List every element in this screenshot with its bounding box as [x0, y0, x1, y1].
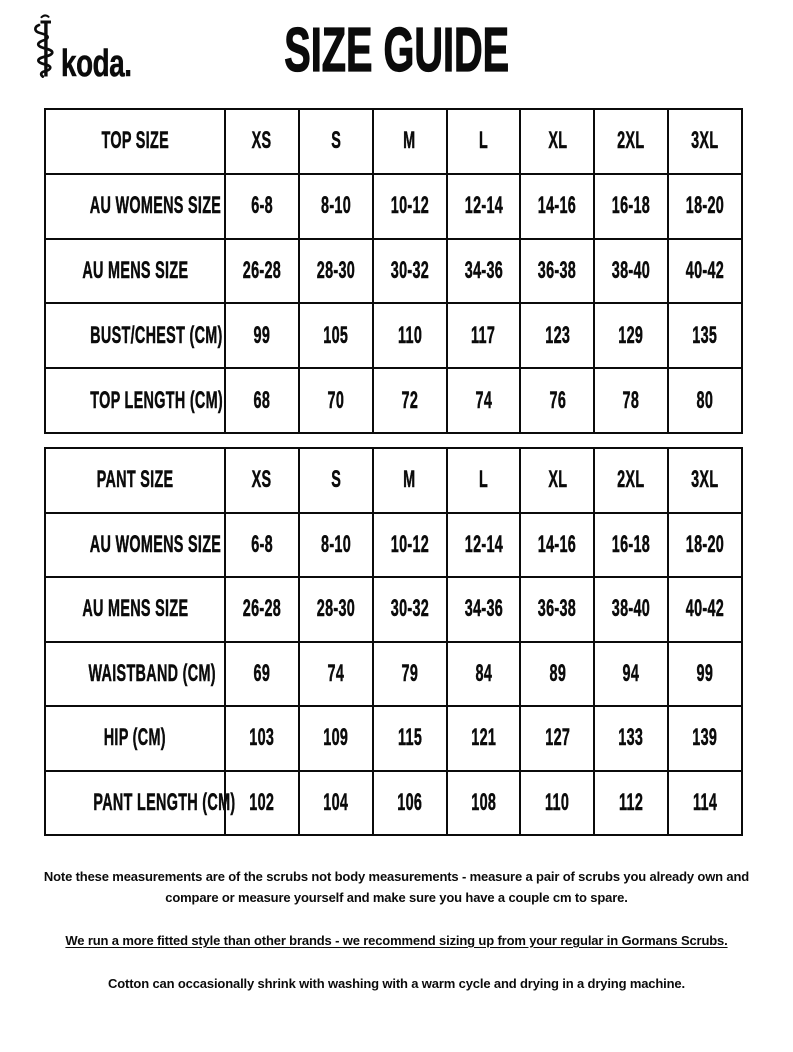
cell-text: AU MENS SIZE	[81, 595, 189, 623]
note-paragraph: Cotton can occasionally shrink with washing with a warm cycle and drying in a drying machine.	[108, 976, 685, 991]
cell-text: 14-16	[538, 192, 577, 220]
value-cell	[225, 513, 299, 578]
value-cell	[520, 368, 594, 433]
value-cell	[447, 642, 521, 707]
table-row	[45, 303, 742, 368]
cell-text: 28-30	[316, 595, 355, 623]
table-row	[45, 513, 742, 578]
value-cell	[447, 513, 521, 578]
value-cell	[594, 771, 668, 836]
cell-text: 123	[544, 321, 570, 349]
cell-text: 3XL	[691, 466, 719, 494]
cell-text: 34-36	[464, 595, 503, 623]
cell-text: 78	[622, 386, 640, 414]
size-header-cell	[373, 109, 447, 174]
top-size-table	[44, 108, 743, 434]
cell-text: M	[403, 127, 416, 155]
cell-text: 30-32	[390, 595, 429, 623]
row-label-cell	[45, 303, 225, 368]
page-title: SIZE GUIDE	[284, 16, 509, 85]
value-cell	[668, 174, 742, 239]
value-cell	[373, 174, 447, 239]
cell-text: 69	[253, 659, 271, 687]
cell-text: 10-12	[390, 530, 429, 558]
value-cell	[447, 303, 521, 368]
cell-text: AU MENS SIZE	[81, 256, 189, 284]
cell-text: 112	[619, 788, 644, 816]
cell-text: 30-32	[390, 256, 429, 284]
size-header-cell	[668, 448, 742, 513]
row-label-cell	[45, 642, 225, 707]
cell-text: XL	[547, 466, 567, 494]
value-cell	[299, 239, 373, 304]
cell-text: 70	[327, 386, 345, 414]
cell-text: AU WOMENS SIZE	[89, 192, 222, 220]
cell-text: 28-30	[316, 256, 355, 284]
cell-text: 110	[397, 321, 422, 349]
cell-text: 6-8	[251, 530, 273, 558]
value-cell	[373, 513, 447, 578]
cell-text: HIP (CM)	[103, 724, 167, 752]
cell-text: 36-38	[538, 595, 577, 623]
value-cell	[520, 303, 594, 368]
row-label-cell	[45, 448, 225, 513]
value-cell	[225, 239, 299, 304]
cell-text: 84	[475, 659, 492, 687]
cell-text: 12-14	[464, 192, 503, 220]
row-label-cell	[45, 109, 225, 174]
table-row	[45, 706, 742, 771]
cell-text: 135	[692, 321, 718, 349]
size-header-cell	[373, 448, 447, 513]
cell-text: 103	[249, 724, 275, 752]
cell-text: 127	[544, 724, 570, 752]
table-row	[45, 239, 742, 304]
note-paragraph: Note these measurements are of the scrubs not body measurements - measure a pair of scrubs you already own and compare or measure yourself and make sure you have a couple cm to spare.	[43, 869, 750, 905]
value-cell	[668, 577, 742, 642]
cell-text: 8-10	[320, 192, 351, 220]
cell-text: 10-12	[390, 192, 429, 220]
cell-text: 40-42	[685, 595, 725, 623]
cell-text: 8-10	[320, 530, 351, 558]
cell-text: 109	[323, 724, 349, 752]
cell-text: 2XL	[617, 127, 645, 155]
row-label-cell	[45, 174, 225, 239]
value-cell	[594, 303, 668, 368]
cell-text: 18-20	[685, 192, 725, 220]
footer-notes	[26, 866, 767, 1016]
size-header-cell	[225, 448, 299, 513]
value-cell	[373, 239, 447, 304]
cell-text: 38-40	[612, 595, 651, 623]
cell-text: 16-18	[612, 192, 651, 220]
logo-text: koda.	[61, 42, 132, 85]
value-cell	[447, 771, 521, 836]
value-cell	[373, 577, 447, 642]
value-cell	[299, 577, 373, 642]
value-cell	[668, 642, 742, 707]
size-header-cell	[447, 109, 521, 174]
table-row	[45, 368, 742, 433]
value-cell	[668, 771, 742, 836]
cell-text: 40-42	[685, 256, 725, 284]
cell-text: 110	[545, 788, 570, 816]
cell-text: 114	[693, 788, 718, 816]
value-cell	[520, 642, 594, 707]
cell-text: 94	[622, 659, 640, 687]
value-cell	[373, 368, 447, 433]
cell-text: 99	[253, 321, 271, 349]
table-row	[45, 577, 742, 642]
cell-text: 106	[397, 788, 423, 816]
size-header-cell	[594, 448, 668, 513]
value-cell	[594, 577, 668, 642]
cell-text: 121	[471, 724, 496, 752]
value-cell	[594, 174, 668, 239]
value-cell	[447, 368, 521, 433]
cell-text: 14-16	[538, 530, 577, 558]
cell-text: XS	[252, 127, 272, 155]
cell-text: 34-36	[464, 256, 503, 284]
value-cell	[299, 706, 373, 771]
cell-text: M	[403, 466, 416, 494]
cell-text: 12-14	[464, 530, 503, 558]
cell-text: 133	[618, 724, 644, 752]
value-cell	[594, 513, 668, 578]
table-row	[45, 174, 742, 239]
pant-size-table	[44, 447, 743, 836]
value-cell	[225, 303, 299, 368]
value-cell	[225, 174, 299, 239]
value-cell	[299, 642, 373, 707]
cell-text: 102	[249, 788, 275, 816]
cell-text: 117	[471, 321, 496, 349]
value-cell	[668, 239, 742, 304]
size-header-cell	[520, 109, 594, 174]
value-cell	[520, 706, 594, 771]
cell-text: 139	[692, 724, 718, 752]
value-cell	[447, 239, 521, 304]
value-cell	[668, 303, 742, 368]
cell-text: 26-28	[242, 595, 282, 623]
cell-text: 105	[323, 321, 349, 349]
cell-text: 36-38	[538, 256, 577, 284]
cell-text: WAISTBAND (CM)	[88, 659, 216, 687]
value-cell	[373, 303, 447, 368]
value-cell	[520, 513, 594, 578]
cell-text: TOP SIZE	[101, 127, 169, 155]
value-cell	[225, 577, 299, 642]
row-label-cell	[45, 577, 225, 642]
cell-text: 99	[696, 659, 714, 687]
value-cell	[520, 577, 594, 642]
cell-text: 3XL	[691, 127, 719, 155]
cell-text: TOP LENGTH (CM)	[90, 386, 224, 414]
cell-text: S	[330, 466, 341, 494]
size-header-cell	[299, 448, 373, 513]
value-cell	[668, 368, 742, 433]
cell-text: 2XL	[617, 466, 645, 494]
value-cell	[225, 642, 299, 707]
cell-text: 80	[696, 386, 714, 414]
cell-text: L	[478, 127, 489, 155]
row-label-cell	[45, 368, 225, 433]
cell-text: PANT SIZE	[96, 466, 174, 494]
value-cell	[520, 174, 594, 239]
cell-text: 68	[253, 386, 271, 414]
cell-text: 76	[549, 386, 566, 414]
cell-text: 74	[327, 659, 345, 687]
cell-text: 16-18	[612, 530, 651, 558]
cell-text: 89	[549, 659, 566, 687]
cell-text: 129	[618, 321, 644, 349]
cell-text: 79	[401, 659, 418, 687]
note-paragraph: We run a more fitted style than other brands - we recommend sizing up from your regular in Gormans Scrubs.	[65, 933, 728, 948]
size-header-cell	[447, 448, 521, 513]
cell-text: 115	[397, 724, 422, 752]
value-cell	[373, 642, 447, 707]
value-cell	[594, 642, 668, 707]
value-cell	[299, 513, 373, 578]
value-cell	[373, 706, 447, 771]
value-cell	[299, 368, 373, 433]
value-cell	[520, 771, 594, 836]
value-cell	[594, 239, 668, 304]
size-header-cell	[299, 109, 373, 174]
cell-text: 6-8	[251, 192, 273, 220]
value-cell	[520, 239, 594, 304]
table-row	[45, 642, 742, 707]
cell-text: 108	[471, 788, 496, 816]
value-cell	[594, 706, 668, 771]
cell-text: AU WOMENS SIZE	[89, 530, 222, 558]
row-label-cell	[45, 771, 236, 836]
cell-text: PANT LENGTH (CM)	[93, 788, 236, 816]
value-cell	[668, 513, 742, 578]
size-header-cell	[520, 448, 594, 513]
value-cell	[225, 771, 299, 836]
value-cell	[225, 368, 299, 433]
cell-text: S	[330, 127, 341, 155]
value-cell	[594, 368, 668, 433]
size-header-cell	[668, 109, 742, 174]
row-label-cell	[45, 706, 225, 771]
size-header-cell	[594, 109, 668, 174]
cell-text: XS	[252, 466, 272, 494]
cell-text: 72	[401, 386, 418, 414]
row-label-cell	[45, 239, 225, 304]
cell-text: 104	[323, 788, 349, 816]
cell-text: 74	[475, 386, 492, 414]
cell-text: 38-40	[612, 256, 651, 284]
table-row	[45, 771, 742, 836]
value-cell	[668, 706, 742, 771]
value-cell	[447, 174, 521, 239]
cell-text: 18-20	[685, 530, 725, 558]
size-header-cell	[225, 109, 299, 174]
value-cell	[299, 771, 373, 836]
cell-text: 26-28	[242, 256, 282, 284]
table-header-row	[45, 109, 742, 174]
value-cell	[447, 706, 521, 771]
value-cell	[299, 174, 373, 239]
cell-text: BUST/CHEST (CM)	[90, 321, 223, 349]
table-header-row	[45, 448, 742, 513]
value-cell	[447, 577, 521, 642]
row-label-cell	[45, 513, 225, 578]
cell-text: XL	[547, 127, 567, 155]
cell-text: L	[478, 466, 489, 494]
value-cell	[373, 771, 447, 836]
value-cell	[225, 706, 299, 771]
value-cell	[299, 303, 373, 368]
